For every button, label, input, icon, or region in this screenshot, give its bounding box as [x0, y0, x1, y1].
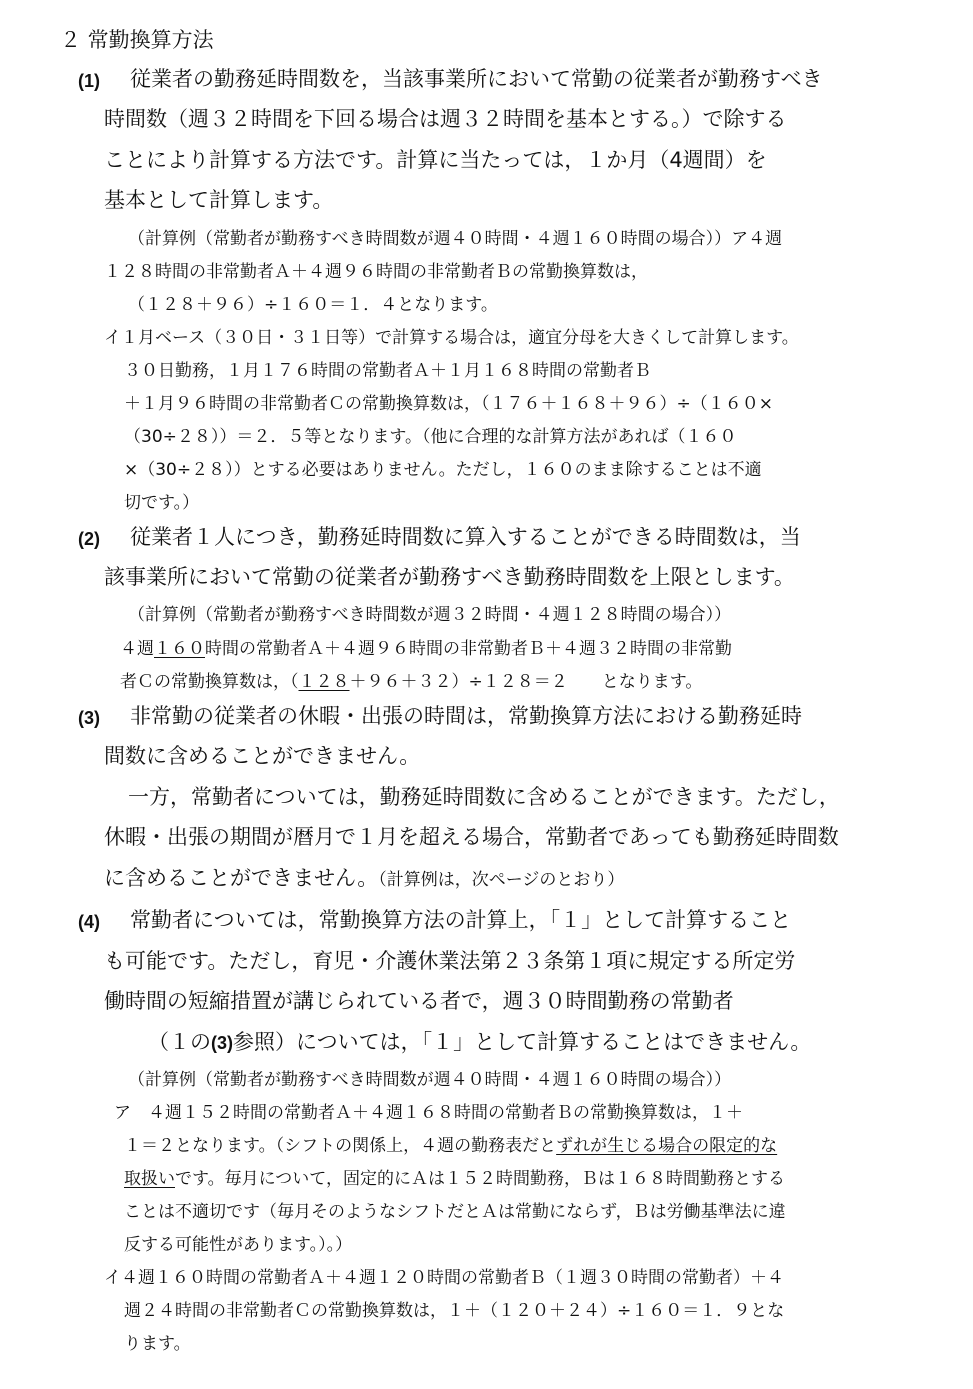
- item-2-example-underlined-hours: １６０: [154, 639, 205, 659]
- item-2-number: (2): [78, 529, 100, 549]
- item-4-example-line-4-rest: です。毎月について，固定的にＡは１５２時間勤務，Ｂは１６８時間勤務とする: [175, 1169, 785, 1189]
- item-2-example-line-1: （計算例（常勤者が勤務すべき時間数が週３２時間・４週１２８時間の場合））: [128, 605, 732, 625]
- item-4-example-line-8: 週２４時間の非常勤者Ｃの常勤換算数は，１＋（１２０＋２４）÷１６０＝１．９とな: [124, 1301, 785, 1321]
- item-1-example-line-1: （計算例（常勤者が勤務すべき時間数が週４０時間・４週１６０時間の場合））ア４週: [128, 229, 783, 249]
- item-4-example-line-5: ことは不適切です（毎月そのようなシフトだとＡは常勤にならず，Ｂは労働基準法に違: [124, 1202, 786, 1222]
- item-1-example-line-3: （１２８＋９６）÷１６０＝１．４となります。: [128, 295, 498, 315]
- item-4-example-line-2: ア ４週１５２時間の常勤者Ａ＋４週１６８時間の常勤者Ｂの常勤換算数は，１＋: [114, 1103, 743, 1123]
- item-1-example-line-4: イ１月ベース（３０日・３１日等）で計算する場合は，適宜分母を大きくして計算します。: [104, 328, 799, 348]
- item-1-example-line-6: ＋１月９６時間の非常勤者Ｃの常勤換算数は，（１７６＋１６８＋９６）÷（１６０×: [124, 394, 773, 414]
- item-1-example-line-8: ×（30÷２８））とする必要はありません。ただし，１６０のまま除することは不適: [124, 460, 762, 480]
- item-4-example-line-3-text: １＝２となります。（シフトの関係上，４週の勤務表だと: [124, 1136, 557, 1156]
- item-3-line-2: 間数に含めることができません。: [104, 744, 421, 768]
- item-3-line-3: 一方，常勤者については，勤務延時間数に含めることができます。ただし，: [128, 785, 840, 809]
- item-3-line-1: 非常勤の従業者の休暇・出張の時間は，常勤換算方法における勤務延時: [130, 704, 802, 728]
- item-1-line-2: 時間数（週３２時間を下回る場合は週３２時間を基本とする。）で除する: [104, 107, 787, 131]
- item-1-number: (1): [78, 71, 100, 91]
- item-4-number: (4): [78, 912, 100, 932]
- item-4-example-line-9: ります。: [124, 1334, 191, 1354]
- item-1-line-3: ことにより計算する方法です。計算に当たっては，１か月（4週間）を: [104, 148, 767, 172]
- item-4-line-2: も可能です。ただし，育児・介護休業法第２３条第１項に規定する所定労: [104, 949, 796, 973]
- item-3-next-page-note: （計算例は，次ページのとおり）: [378, 870, 625, 890]
- item-2-example-underlined-value: １２８: [298, 672, 350, 692]
- item-2-example-line-3: [120, 674, 702, 691]
- item-4-example-line-1: （計算例（常勤者が勤務すべき時間数が週４０時間・４週１６０時間の場合））: [128, 1070, 732, 1090]
- item-4-example-line-4: [124, 1171, 785, 1188]
- item-2-example-line-2: [120, 641, 732, 658]
- item-2-example-prefix: ４週: [120, 639, 154, 659]
- item-2-line-2: 該事業所において常勤の従業者が勤務すべき勤務時間数を上限とします。: [104, 565, 795, 589]
- item-1-example-line-7: （30÷２８））＝２．５等となります。（他に合理的な計算方法があれば（１６０: [124, 427, 737, 447]
- item-4-ref-rest: 参照）については，「１」として計算することはできません。: [233, 1030, 812, 1054]
- item-3-line-5-text: に含めることができません。: [104, 866, 379, 890]
- item-1-example-line-2: １２８時間の非常勤者Ａ＋４週９６時間の非常勤者Ｂの常勤換算数は，: [104, 262, 648, 282]
- item-4-line-1: 常勤者については，常勤換算方法の計算上，「１」として計算すること: [130, 908, 792, 932]
- item-2-example-rest: 時間の常勤者Ａ＋４週９６時間の非常勤者Ｂ＋４週３２時間の非常勤: [205, 639, 732, 659]
- item-4-example-line-7: イ４週１６０時間の常勤者Ａ＋４週１２０時間の常勤者Ｂ（１週３０時間の常勤者）＋４: [104, 1268, 784, 1288]
- item-4-example-line-6: 反する可能性があります。）。）: [124, 1235, 353, 1255]
- item-1-line-4: 基本として計算します。: [104, 188, 334, 212]
- item-4-ref-number: (3): [211, 1033, 233, 1053]
- item-3-number: (3): [78, 708, 100, 728]
- item-2-example-formula-prefix: 者Ｃの常勤換算数は，（: [120, 672, 299, 692]
- item-4-line-3: 働時間の短縮措置が講じられている者で，週３０時間勤務の常勤者: [104, 989, 734, 1013]
- item-4-example-line-3: [124, 1138, 777, 1155]
- item-4-example-underlined-word: 取扱い: [124, 1169, 175, 1189]
- item-1-line-1: 従業者の勤務延時間数を，当該事業所において常勤の従業者が勤務すべき: [130, 67, 823, 91]
- item-3-line-5: [104, 868, 624, 889]
- item-4-line-4: [148, 1032, 811, 1053]
- item-2-line-1: 従業者１人につき，勤務延時間数に算入することができる時間数は，当: [130, 525, 801, 549]
- section-title: ２ 常勤換算方法: [60, 28, 214, 52]
- item-2-example-formula-rest: ＋９６＋３２）÷１２８＝２ となります。: [349, 672, 703, 692]
- item-3-line-4: 休暇・出張の期間が暦月で１月を超える場合，常勤者であっても勤務延時間数: [104, 825, 839, 849]
- item-1-example-line-9: 切です。）: [124, 493, 200, 513]
- item-4-ref-open: （１の: [148, 1030, 211, 1054]
- item-1-example-line-5: ３０日勤務，１月１７６時間の常勤者Ａ＋１月１６８時間の常勤者Ｂ: [124, 361, 651, 381]
- item-4-example-underlined-phrase: ずれが生じる場合の限定的な: [556, 1136, 778, 1156]
